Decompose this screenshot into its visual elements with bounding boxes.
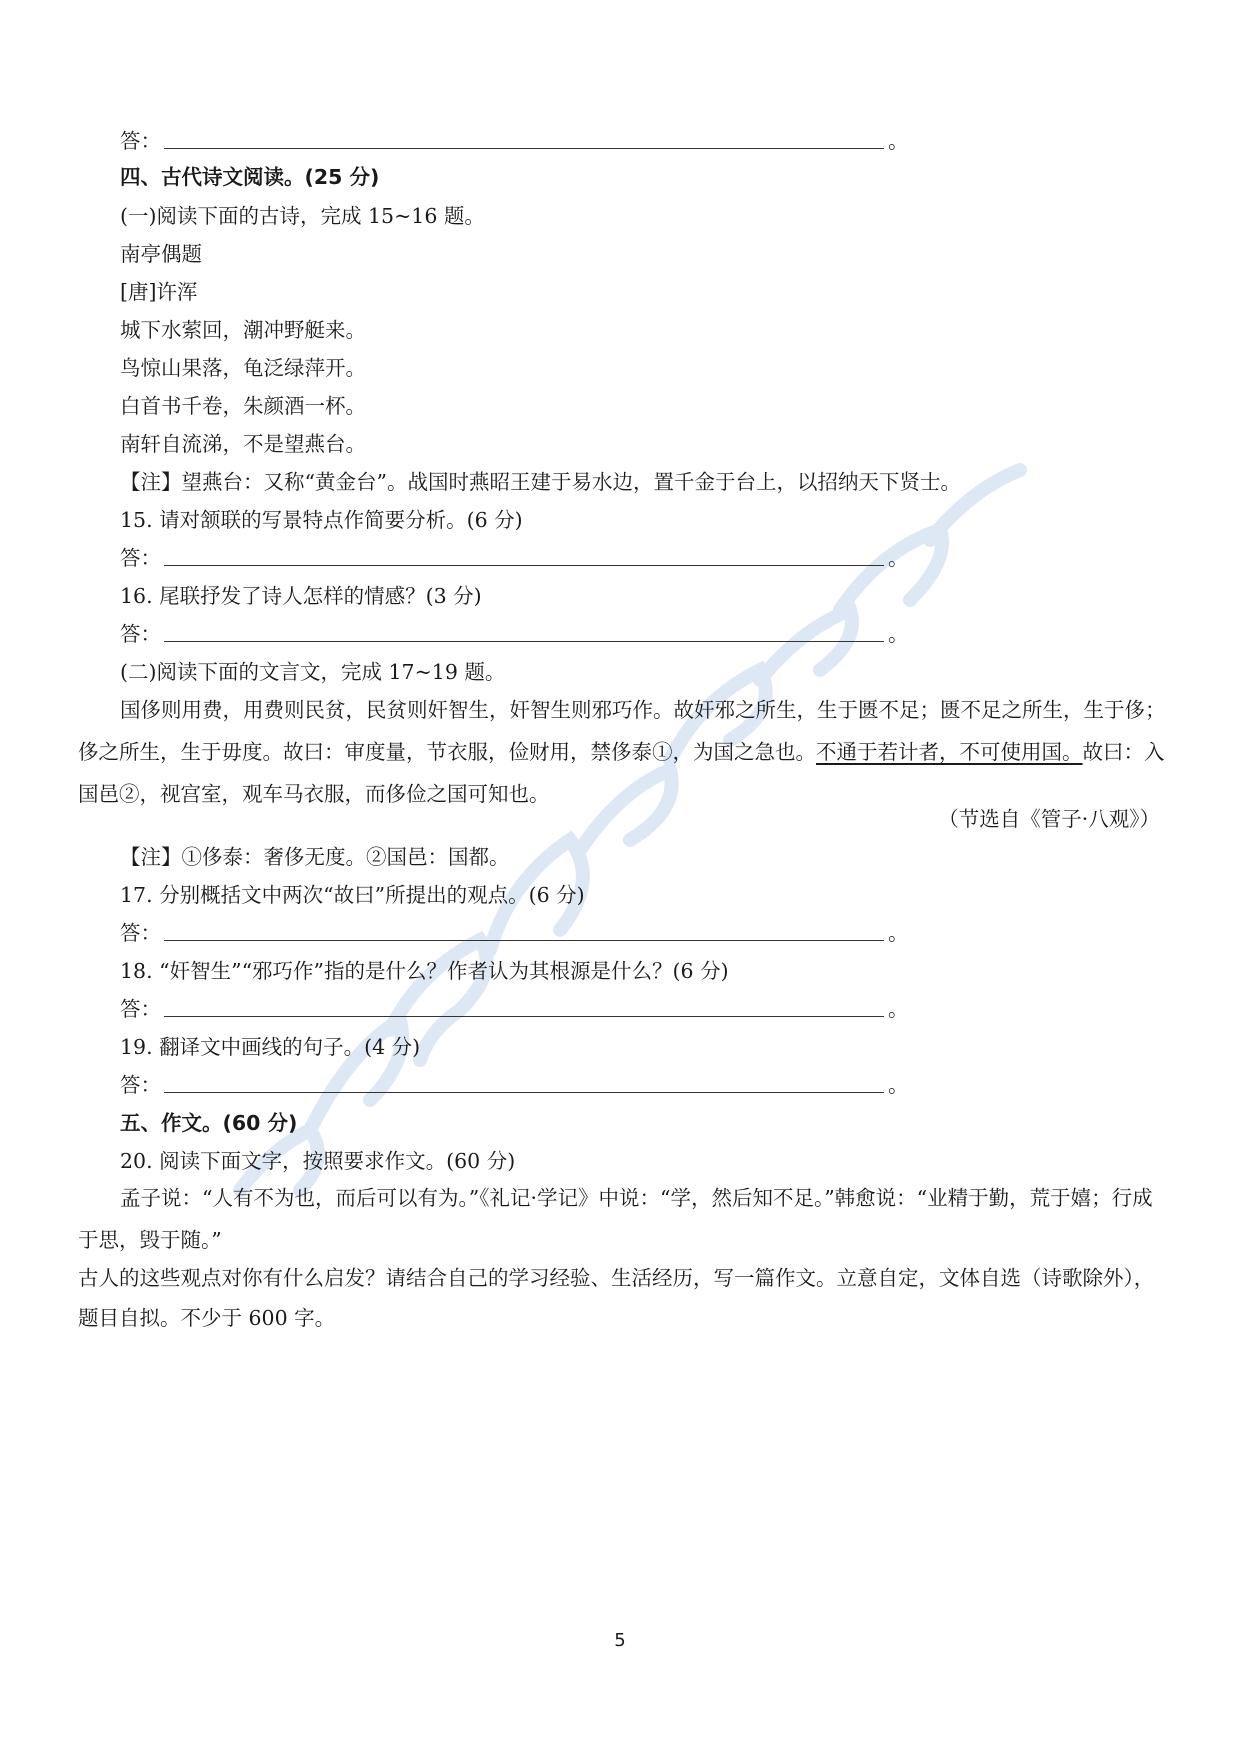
part-1-intro: (一)阅读下面的古诗，完成 15~16 题。 (120, 204, 485, 228)
answer-underline (164, 565, 884, 566)
answer-line-17[interactable] (120, 920, 909, 946)
question-20: 20. 阅读下面文字，按照要求作文。(60 分) (120, 1149, 516, 1173)
poem-line: 南轩自流涕，不是望燕台。 (120, 432, 366, 456)
question-15: 15. 请对颔联的写景特点作简要分析。(6 分) (120, 508, 523, 532)
page-number: 5 (614, 1630, 626, 1651)
answer-line-19[interactable] (120, 1072, 909, 1098)
answer-underline (164, 1016, 884, 1017)
answer-label: 答： (120, 622, 161, 646)
answer-underline (164, 940, 884, 941)
answer-period: 。 (888, 129, 909, 153)
poem-author: [唐]许浑 (120, 280, 198, 304)
poem-line: 鸟惊山果落，龟泛绿萍开。 (120, 356, 366, 380)
answer-underline (164, 641, 884, 642)
prose-note: 【注】①侈泰：奢侈无度。②国邑：国都。 (120, 845, 510, 869)
answer-period: 。 (888, 622, 909, 646)
answer-period: 。 (888, 997, 909, 1021)
answer-label: 答： (120, 1073, 161, 1097)
classical-prose (78, 689, 1168, 815)
question-16: 16. 尾联抒发了诗人怎样的情感？(3 分) (120, 584, 482, 608)
answer-label: 答： (120, 129, 161, 153)
question-19: 19. 翻译文中画线的句子。(4 分) (120, 1035, 421, 1059)
answer-label: 答： (120, 921, 161, 945)
prose-underlined-sentence: 不通于若计者，不可使用国。 (816, 740, 1083, 764)
answer-underline (164, 1092, 884, 1093)
answer-line-14[interactable] (120, 128, 909, 154)
section-5-title: 五、作文。(60 分) (120, 1111, 298, 1135)
answer-period: 。 (888, 546, 909, 570)
question-18: 18. “奸智生”“邪巧作”指的是什么？作者认为其根源是什么？(6 分) (120, 959, 729, 983)
section-4-title: 四、古代诗文阅读。(25 分) (120, 165, 380, 189)
poem-line: 白首书千卷，朱颜酒一杯。 (120, 394, 366, 418)
answer-line-18[interactable] (120, 996, 909, 1022)
poem-line: 城下水萦回，潮冲野艇来。 (120, 318, 366, 342)
essay-quotes: 孟子说：“人有不为也，而后可以有为。”《礼记·学记》中说：“学，然后知不足。”韩愈说：“业精于勤，荒于嬉；行成于思，毁于随。” (78, 1186, 1153, 1252)
answer-period: 。 (888, 921, 909, 945)
question-17: 17. 分别概括文中两次“故曰”所提出的观点。(6 分) (120, 883, 585, 907)
answer-label: 答： (120, 546, 161, 570)
answer-line-16[interactable] (120, 621, 909, 647)
prose-text: 国侈则用费，用费则民贫，民贫则奸智生，奸智生则邪巧作。故奸邪之所生，生于匮不足；匮不足之所生，生于侈；侈之所生，生于毋度。故曰：审度量，节衣服，俭财用，禁侈泰①，为国之急也。 (78, 698, 1166, 764)
answer-label: 答： (120, 997, 161, 1021)
prose-text: 故曰：入国邑②，视宫室，观车马衣服，而侈俭之国可知也。 (78, 740, 1165, 806)
poem-note: 【注】望燕台：又称“黄金台”。战国时燕昭王建于易水边，置千金于台上，以招纳天下贤士。 (120, 470, 961, 494)
part-2-intro: (二)阅读下面的文言文，完成 17~19 题。 (120, 660, 506, 684)
answer-line-15[interactable] (120, 545, 909, 571)
essay-prompt: 古人的这些观点对你有什么启发？请结合自己的学习经验、生活经历，写一篇作文。立意自定，文体自选（诗歌除外），题目自拟。不少于 600 字。 (78, 1266, 1155, 1330)
answer-underline (164, 148, 884, 149)
answer-period: 。 (888, 1073, 909, 1097)
prose-source: （节选自《管子·八观》） (938, 807, 1160, 831)
poem-title: 南亭偶题 (120, 242, 202, 266)
